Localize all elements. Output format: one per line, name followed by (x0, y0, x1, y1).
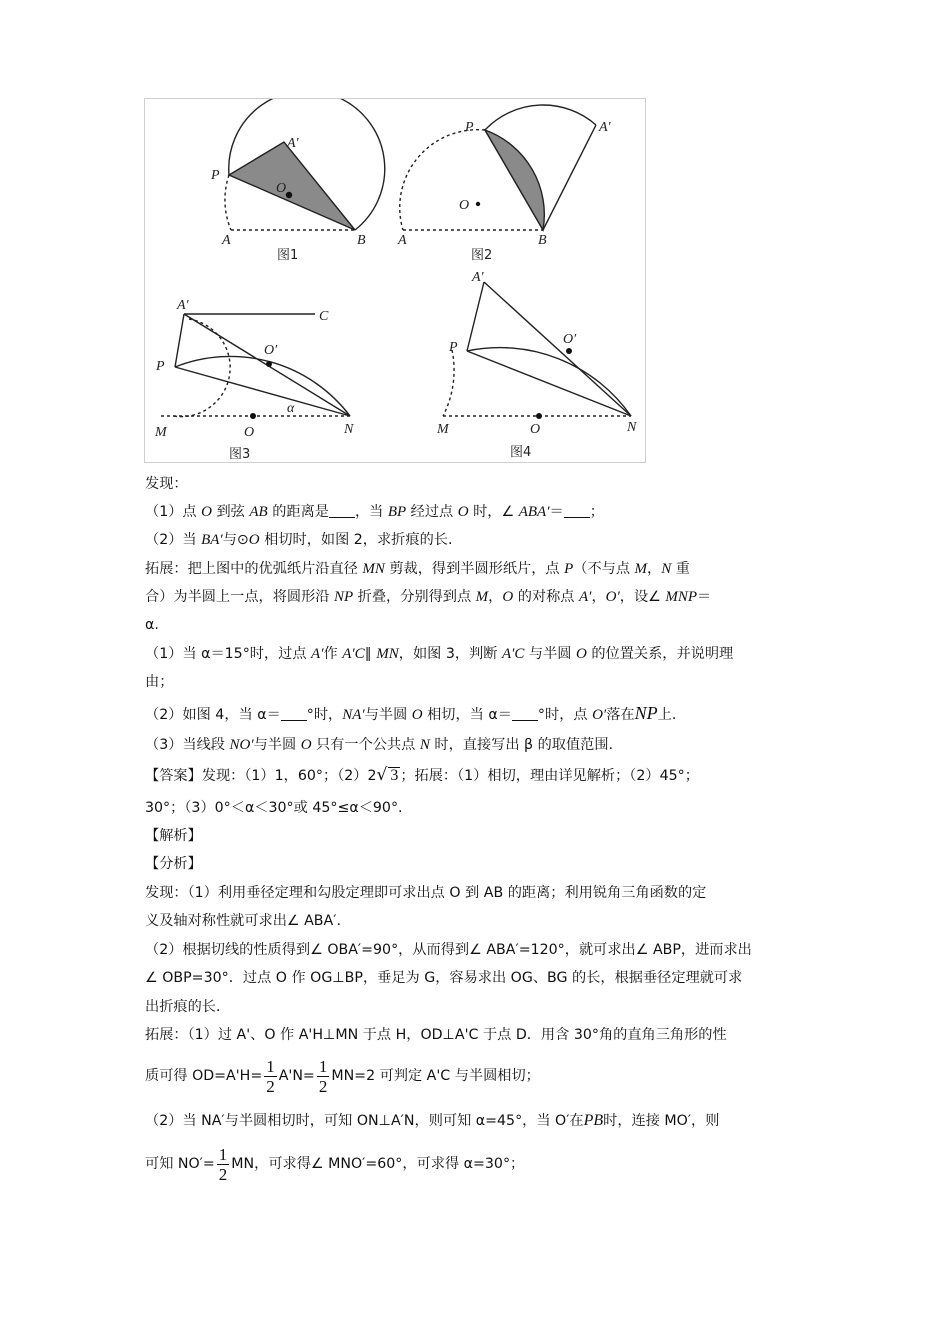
fig4-line-a-n (484, 282, 631, 416)
fig4-label-o: O (530, 422, 541, 437)
text-line-8: 由； (145, 674, 174, 690)
fraction-half: $\frac{1}{2}$ (218, 1144, 228, 1184)
fig2-label-a-prime: A′ (599, 120, 611, 135)
answer-blank (281, 706, 307, 721)
answer-line-2: 30°；（3）0°＜α＜30°或 45°≤α＜90°. (145, 800, 403, 816)
fig1-caption: 图1 (277, 248, 299, 263)
fig3-o-dot (250, 413, 256, 419)
fig1-center-dot (286, 192, 292, 198)
text-line-5: 合）为半圆上一点，将圆形沿 NP 折叠，分别得到点 M，O 的对称点 A′，O′，设∠ MNP＝ (145, 589, 712, 605)
answer-blank (564, 503, 590, 518)
fig1-label-o: O (276, 181, 287, 196)
fig2-center-dot (476, 202, 480, 206)
fig3-arc (175, 356, 350, 416)
fig3-label-c: C (319, 309, 329, 324)
fig2-label-b: B (538, 233, 547, 248)
answer-line-1: 【答案】发现：（1）1，60°；（2）2√ 3 ；拓展：（1）相切，理由详见解析；（2）45°； (145, 765, 699, 785)
fig2-shaded (485, 130, 544, 230)
fig4-caption: 图4 (510, 445, 532, 460)
section-fenxi: 【分析】 (145, 856, 202, 872)
fraction-half: $\frac{1}{2}$ (318, 1056, 328, 1096)
text-line-1: 发现： (145, 476, 188, 492)
fig3-label-m: M (155, 425, 167, 440)
fig2-label-a: A (398, 233, 407, 248)
fig3-caption: 图3 (229, 447, 251, 462)
fig4-line-pn (467, 351, 631, 416)
fig4-label-a-prime: A′ (472, 270, 484, 285)
fig4-label-o-prime: O′ (563, 332, 577, 347)
text-line-9: （2）如图 4，当 α＝ °时，NA′与半圆 O 相切，当 α＝ °时，点 O′落在NP上. (145, 703, 677, 723)
fig3-label-p: P (156, 359, 165, 374)
fig3-label-o: O (244, 425, 255, 440)
figure-panel (144, 98, 646, 463)
text-line-6: α. (145, 617, 159, 633)
answer-blank (329, 503, 355, 518)
fig3-line-pn (175, 367, 350, 416)
analysis-line-1: 发现：（1）利用垂径定理和勾股定理即可求出点 O 到 AB 的距离；利用锐角三角函数的定 (145, 885, 707, 901)
fig3-label-a-prime: A′ (177, 298, 189, 313)
fig4-label-m: M (437, 422, 449, 437)
sqrt-symbol: √ (376, 765, 388, 785)
fig1-label-p: P (211, 168, 220, 183)
analysis-line-5: 出折痕的长． (145, 999, 231, 1015)
fig1-label-a: A (222, 233, 231, 248)
fig4-label-p: P (449, 340, 458, 355)
fig3-o-prime-dot (266, 361, 272, 367)
fig3-label-n: N (344, 422, 354, 437)
answer-blank (512, 706, 538, 721)
fig4-o-prime-dot (566, 348, 572, 354)
fig3-dashed-arc (173, 319, 230, 417)
fig1-label-b: B (357, 233, 366, 248)
text-line-7: （1）当 α＝15°时，过点 A′作 A′C∥ MN，如图 3，判断 A′C 与半圆 O 的位置关系，并说明理 (145, 646, 734, 662)
fig3-label-o-prime: O′ (264, 343, 278, 358)
fig2-tangent-line (543, 125, 596, 230)
analysis-line-3: （2）根据切线的性质得到∠ OBA′=90°，从而得到∠ ABA′=120°，就可求出∠ ABP，进而求出 (145, 942, 752, 958)
text-line-3: （2）当 BA′与⊙O 相切时，如图 2，求折痕的长. (145, 532, 453, 548)
text-line-10: （3）当线段 NO′与半圆 O 只有一个公共点 N 时，直接写出 β 的取值范围. (145, 737, 614, 753)
fig2-label-p: P (465, 120, 474, 135)
fig4-o-dot (536, 413, 542, 419)
analysis-line-7: 质可得 OD=A'H= $\frac{1}{2}$ A'N= $\frac{1}{2}$ MN=2 可判定 A'C 与半圆相切； (145, 1056, 540, 1096)
text-line-4: 拓展：把上图中的优弧纸片沿直径 MN 剪裁，得到半圆形纸片，点 P（不与点 M，N 重 (145, 561, 690, 577)
fig2-arc (485, 105, 596, 130)
fig3-label-alpha: α (287, 401, 295, 416)
fig2-dashed-arc (400, 130, 485, 230)
analysis-line-2: 义及轴对称性就可求出∠ ABA′. (145, 913, 341, 929)
fraction-half: $\frac{1}{2}$ (266, 1056, 275, 1096)
fig2-caption: 图2 (471, 248, 493, 263)
geometry-figures (145, 99, 647, 464)
analysis-line-6: 拓展：（1）过 A'、O 作 A'H⊥MN 于点 H，OD⊥A'C 于点 D．用含 30°角的直角三角形的性 (145, 1027, 727, 1043)
fig1-fold-triangle (229, 142, 355, 230)
fig4-line-a-p (467, 282, 484, 351)
analysis-line-8: （2）当 NA′与半圆相切时，可知 ON⊥A′N，则可知 α=45°，当 O′在PB时，连接 MO′，则 (145, 1112, 720, 1129)
fig3-line-a-p (175, 314, 184, 367)
section-jiexi: 【解析】 (145, 828, 202, 844)
analysis-line-9: 可知 NO′= $\frac{1}{2}$ MN，可求得∠ MNO′=60°，可求得 α=30°； (145, 1144, 525, 1184)
fig1-label-a-prime: A′ (287, 136, 299, 151)
fig2-label-o: O (459, 198, 470, 213)
fig4-dashed-arc (443, 350, 454, 416)
fig1-dashed-arc (225, 175, 231, 230)
text-line-2: （1）点 O 到弦 AB 的距离是 ，当 BP 经过点 O 时，∠ ABA′＝ ； (145, 504, 604, 520)
analysis-line-4: ∠ OBP=30°．过点 O 作 OG⊥BP，垂足为 G，容易求出 OG、BG 的长，根据垂径定理就可求 (145, 970, 743, 986)
fig4-label-n: N (627, 420, 637, 435)
